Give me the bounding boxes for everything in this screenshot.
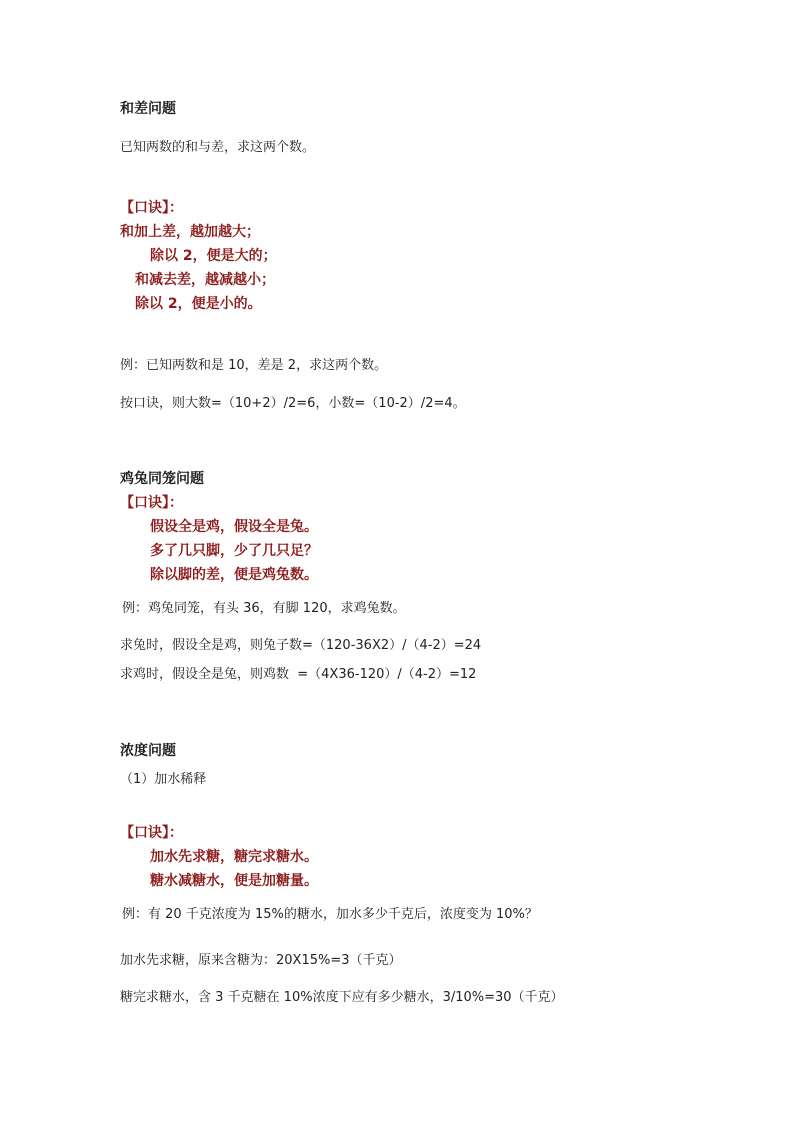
section-intro-hecha: 已知两数的和与差，求这两个数。 [120, 140, 316, 155]
koujue-label-nongdu: 【口诀】： [120, 825, 183, 841]
koujue-line-hecha-4: 除以 2，便是小的。 [135, 296, 262, 312]
koujue-label-hecha: 【口诀】： [120, 200, 183, 216]
koujue-line-nongdu-1: 加水先求糖，糖完求糖水。 [150, 849, 318, 865]
koujue-line-nongdu-2: 糖水减糖水，便是加糖量。 [150, 873, 318, 889]
section-title-nongdu: 浓度问题 [120, 743, 176, 759]
solution-hecha: 按口诀，则大数=（10+2）/2=6，小数=（10-2）/2=4。 [120, 396, 466, 411]
example-jitu: 例：鸡兔同笼，有头 36，有脚 120，求鸡兔数。 [122, 601, 406, 616]
solution-nongdu-1: 加水先求糖，原来含糖为：20X15%=3（千克） [120, 953, 402, 968]
koujue-line-hecha-1: 和加上差，越加越大； [120, 224, 260, 240]
section-subtitle-nongdu: （1）加水稀释 [120, 772, 207, 787]
koujue-line-jitu-1: 假设全是鸡，假设全是兔。 [150, 519, 318, 535]
koujue-line-jitu-2: 多了几只脚，少了几只足？ [150, 543, 318, 559]
section-title-hecha: 和差问题 [120, 101, 176, 117]
section-title-jitu: 鸡兔同笼问题 [120, 471, 204, 487]
koujue-label-jitu: 【口诀】： [120, 495, 183, 511]
solution-nongdu-2: 糖完求糖水，含 3 千克糖在 10%浓度下应有多少糖水，3/10%=30（千克） [120, 990, 564, 1005]
example-hecha: 例：已知两数和是 10，差是 2，求这两个数。 [120, 358, 388, 373]
koujue-line-hecha-2: 除以 2，便是大的； [150, 248, 277, 264]
solution-jitu-2: 求鸡时，假设全是兔，则鸡数 =（4X36-120）/（4-2）=12 [120, 667, 477, 682]
solution-jitu-1: 求兔时，假设全是鸡，则兔子数=（120-36X2）/（4-2）=24 [120, 638, 482, 653]
koujue-line-hecha-3: 和减去差，越减越小； [135, 272, 275, 288]
koujue-line-jitu-3: 除以脚的差，便是鸡兔数。 [150, 567, 318, 583]
example-nongdu: 例：有 20 千克浓度为 15%的糖水，加水多少千克后，浓度变为 10%？ [122, 907, 538, 922]
